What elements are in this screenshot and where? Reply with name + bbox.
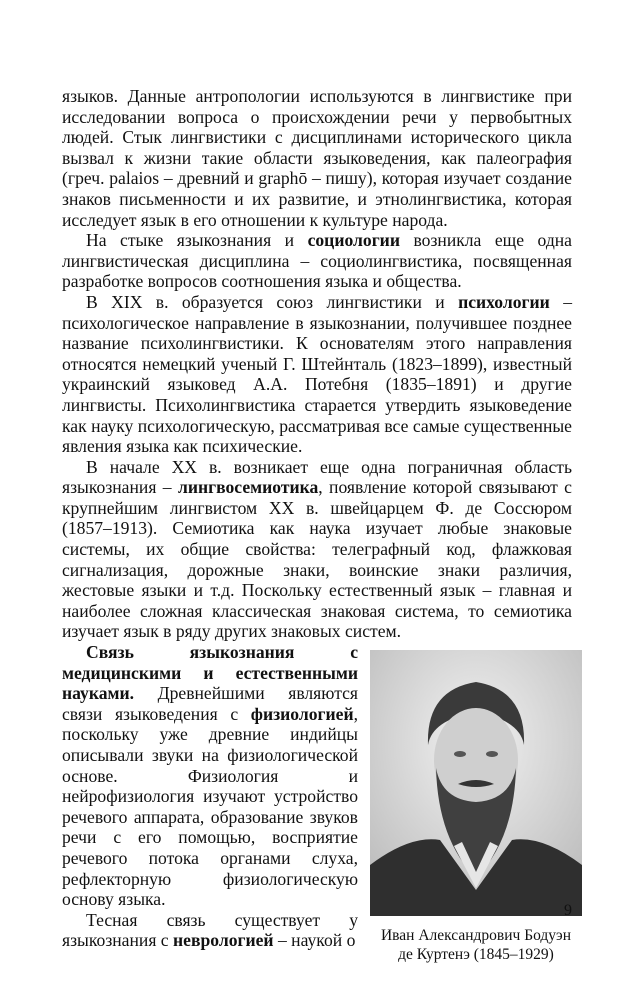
text-run: Древнейшими являются связи языковедения с [62,683,358,724]
portrait-photo [370,650,582,916]
text-run: – наукой о [273,930,356,951]
paragraph-1: языков. Данные антропологии используются в лингвистике при исследовании вопроса о происхождении речи у первобытных людей. Стык лингвистики с дисциплинами исторического цикла вызвал к жизни такие области языковедения, как палеография (греч. palaios – древний и graphō – пишу), которая изучает создание знаков письменности и их развитие, и этнолингвистика, которая исследует язык в его отношении к культуре народа. [62,86,572,230]
text-run: Тесная связь существует у языкознания с [62,909,358,951]
term-psychology: психологии [458,291,550,312]
paragraph-psychology [62,292,572,457]
text-run: В XIX в. образуется союз лингвистики и [86,291,459,312]
term-sociology: социологии [307,230,400,251]
text-run: , поскольку уже древние индийцы описывали звуки на физиологической основе. Физиология и нейрофизиология изучают устройство речевого аппарата, образование звуков речи с его помощью, восприятие речевого потока органами слуха, рефлекторную физиологическую основу языка. [62,703,358,910]
section-heading-inline: Связь языкознания с медицинскими и естественными науками. [62,642,358,704]
paragraph-sociology [62,230,572,292]
caption-line: Иван Александрович Бодуэн [380,927,571,945]
text-run: На стыке языкознания и [86,230,308,251]
portrait-caption [370,926,582,964]
term-physiology: физиологией [250,703,354,724]
paragraph-semiotics [62,457,572,642]
page-text [62,86,572,964]
term-linguosemiotics: лингвосемиотика [177,477,319,498]
caption-line: де Куртенэ (1845–1929) [398,946,554,964]
text-run: , появление которой связывают с крупнейшим лингвистом XX в. швейцарцем Ф. де Соссюром (1857–1913). Семиотика как наука изучает любые знаковые системы, их общие свойства: телеграфный код, флажковая сигнализация, дорожные знаки, воинские знаки различия, жестовые языки и т.д. Поскольку естественный язык – главная и наиболее сложная классическая знаковая система, то семиотика изучает язык в ряду других знаковых систем. [62,477,572,642]
text-run: – психологическое направление в языкознании, получившее позднее название психолингвистики. К основателям этого направления относятся немецкий ученый Г. Штейнталь (1823–1899), известный украинский языковед А.А. Потебня (1835–1891) и другие лингвисты. Психолингвистика старается утвердить языковедение как науку психологическую, рассматривая все самые существенные явления языка как психические. [62,291,572,457]
page-number: 9 [564,902,572,919]
portrait-figure [370,650,582,964]
text-run: возникла еще одна лингвистическая дисциплина – социолингвистика, посвященная разработке вопросов соотношения языка и общества. [62,230,572,292]
term-neurology: неврологией [173,930,274,951]
text-run: В начале XX в. возникает еще одна пограничная область языкознания – [62,456,572,498]
